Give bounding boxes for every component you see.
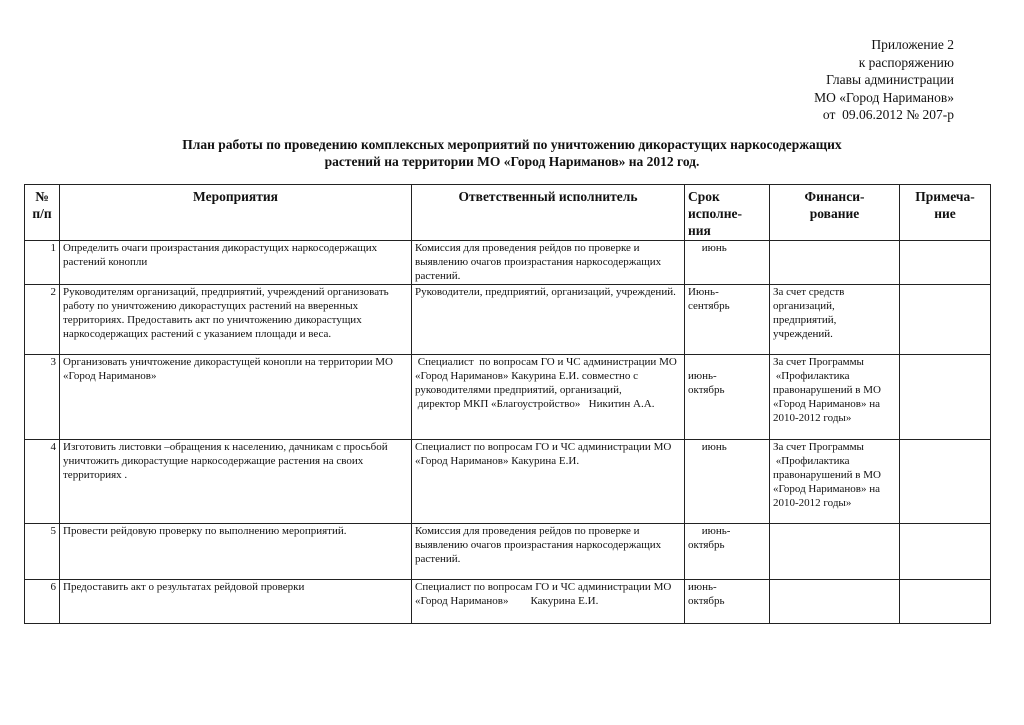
title-line-2: растений на территории МО «Город Нариманов» на 2012 год. (324, 154, 700, 169)
row-term: июнь- октябрь (685, 580, 770, 624)
row-number: 4 (25, 440, 60, 524)
col-header-number: № п/п (25, 185, 60, 241)
row-term: июнь (685, 440, 770, 524)
col-header-note: Примеча- ние (900, 185, 991, 241)
col-header-financing: Финанси- рование (770, 185, 900, 241)
table-row (25, 241, 991, 285)
row-term: Июнь- сентябрь (685, 285, 770, 355)
row-executor: Комиссия для проведения рейдов по проверке и выявлению очагов произрастания наркосодержащих растений. (412, 241, 685, 285)
row-term: июнь- октябрь (685, 524, 770, 580)
row-financing (770, 241, 900, 285)
title-line-1: План работы по проведению комплексных мероприятий по уничтожению дикорастущих наркосодержащих (182, 137, 842, 152)
row-note (900, 440, 991, 524)
row-executor: Специалист по вопросам ГО и ЧС администрации МО «Город Нариманов» Какурина Е.И. совместно с руководителями предприятий, организаций, директор МКП «Благоустройство» Никитин А.А. (412, 355, 685, 440)
appendix-line: МО «Город Нариманов» (814, 89, 954, 105)
row-term: июнь (685, 241, 770, 285)
row-activity: Организовать уничтожение дикорастущей конопли на территории МО «Город Нариманов» (60, 355, 412, 440)
row-number: 2 (25, 285, 60, 355)
row-term: июнь- октябрь (685, 355, 770, 440)
row-financing: За счет средств организаций, предприятий, учреждений. (770, 285, 900, 355)
row-financing (770, 580, 900, 624)
row-financing: За счет Программы «Профилактика правонарушений в МО «Город Нариманов» на 2010-2012 годы» (770, 440, 900, 524)
table-row (25, 285, 991, 355)
row-number: 5 (25, 524, 60, 580)
row-activity: Изготовить листовки –обращения к населению, дачникам с просьбой уничтожить дикорастущие наркосодержащие растения на своих территориях . (60, 440, 412, 524)
appendix-line: Приложение 2 (871, 37, 954, 52)
plan-table (24, 184, 991, 624)
row-activity: Предоставить акт о результатах рейдовой проверки (60, 580, 412, 624)
appendix-line: к распоряжению (858, 54, 954, 70)
document-title (0, 136, 1024, 170)
appendix-line: от 09.06.2012 № 207-р (822, 107, 954, 122)
row-activity: Провести рейдовую проверку по выполнению мероприятий. (60, 524, 412, 580)
table-row (25, 580, 991, 624)
row-executor: Специалист по вопросам ГО и ЧС администрации МО «Город Нариманов» Какурина Е.И. (412, 580, 685, 624)
row-executor: Комиссия для проведения рейдов по проверке и выявлению очагов произрастания наркосодержащих растений. (412, 524, 685, 580)
row-number: 1 (25, 241, 60, 285)
row-executor: Специалист по вопросам ГО и ЧС администрации МО «Город Нариманов» Какурина Е.И. (412, 440, 685, 524)
row-number: 6 (25, 580, 60, 624)
row-note (900, 285, 991, 355)
table-row (25, 524, 991, 580)
table-row (25, 355, 991, 440)
col-header-activity: Мероприятия (60, 185, 412, 241)
col-header-executor: Ответственный исполнитель (412, 185, 685, 241)
row-activity: Определить очаги произрастания дикорастущих наркосодержащих растений конопли (60, 241, 412, 285)
appendix-line: Главы администрации (826, 72, 954, 87)
row-note (900, 241, 991, 285)
col-header-term: Срок исполне- ния (685, 185, 770, 241)
row-note (900, 355, 991, 440)
table-row (25, 440, 991, 524)
row-number: 3 (25, 355, 60, 440)
row-financing: За счет Программы «Профилактика правонарушений в МО «Город Нариманов» на 2010-2012 годы» (770, 355, 900, 440)
row-note (900, 580, 991, 624)
appendix-header (814, 36, 954, 124)
table-header-row (25, 185, 991, 241)
row-executor: Руководители, предприятий, организаций, учреждений. (412, 285, 685, 355)
row-note (900, 524, 991, 580)
row-activity: Руководителям организаций, предприятий, учреждений организовать работу по уничтожению дикорастущих растений на вверенных территориях. Предоставить акт по уничтожению дикорастущих наркосодержащих растений с указанием площади и веса. (60, 285, 412, 355)
row-financing (770, 524, 900, 580)
